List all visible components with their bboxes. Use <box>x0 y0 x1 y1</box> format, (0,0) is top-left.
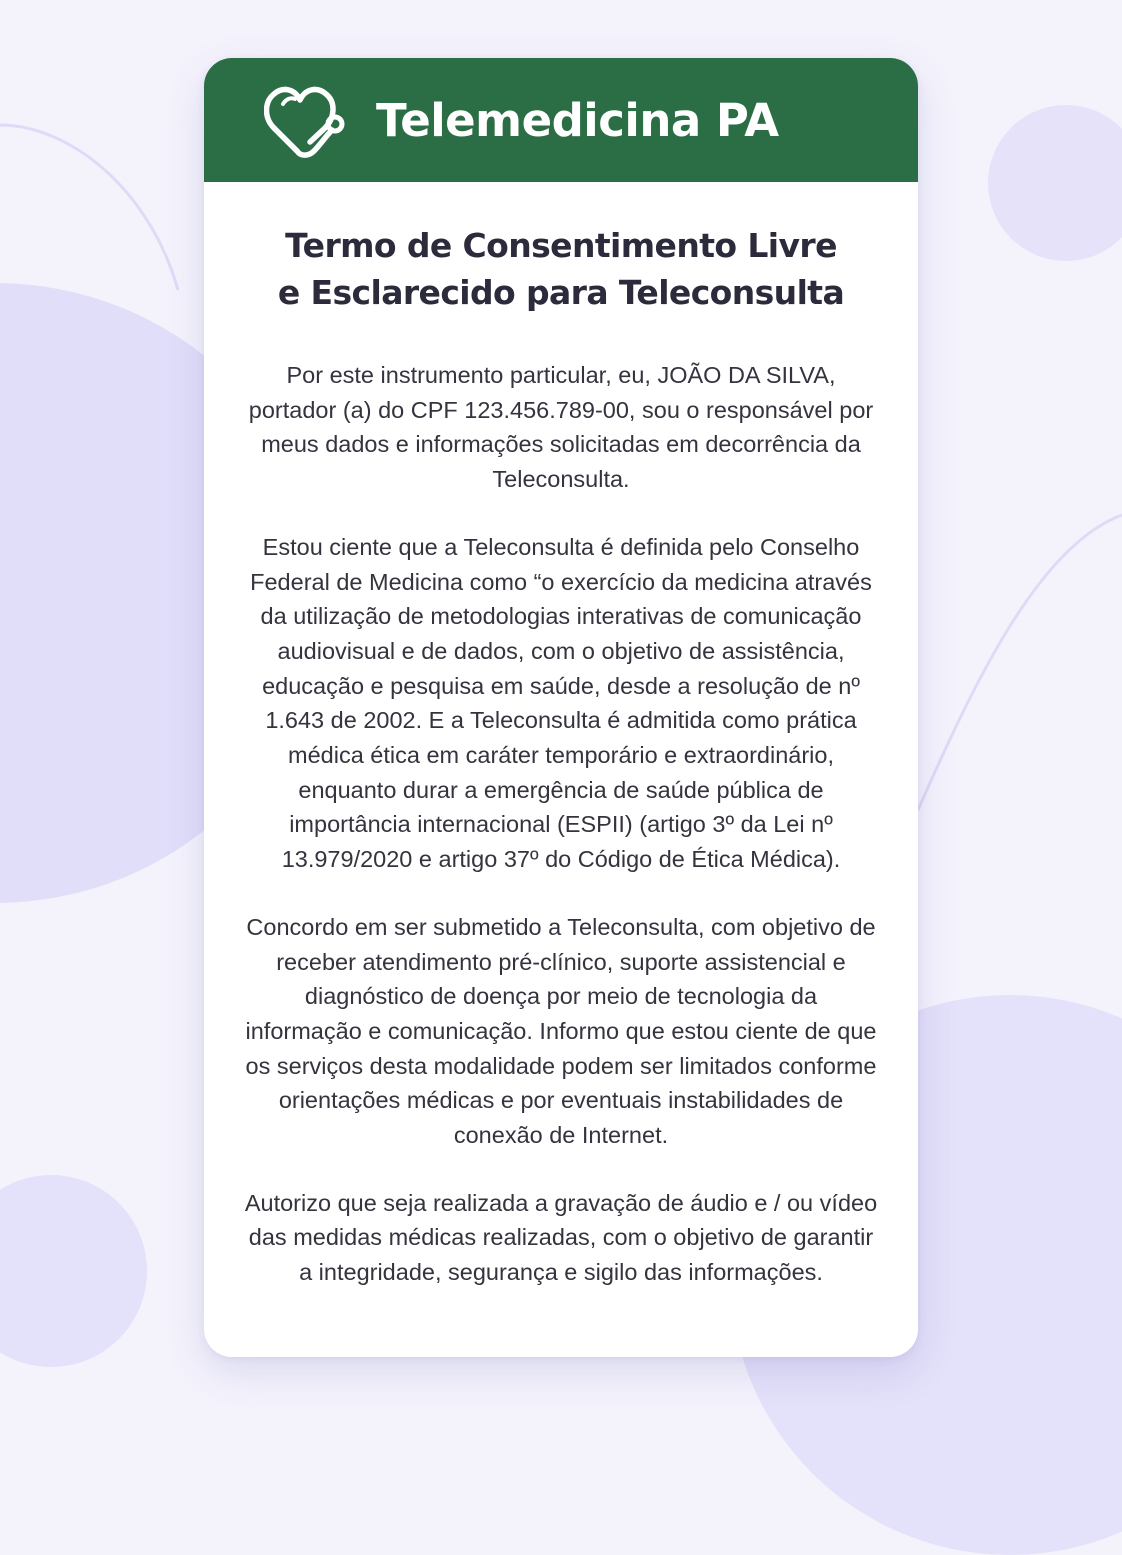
consent-paragraph-agreement: Concordo em ser submetido a Teleconsulta, com objetivo de receber atendimento pré-clínico, suporte assistencial e diagnóstico de doença por meio de tecnologia da informação e comunicação. Informo que estou ciente de que os serviços desta modalidade podem ser limitados conforme orientações médicas e por eventuais instabilidades de conexão de Internet. <box>245 913 877 1149</box>
consent-paragraph-definition: Estou ciente que a Teleconsulta é definida pelo Conselho Federal de Medicina como “o exercício da medicina através da utilização de metodologias interativas de comunicação audiovisual e de dados, com o objetivo de assistência, educação e pesquisa em saúde, desde a resolução de nº 1.643 de 2002. E a Teleconsulta é admitida como prática médica ética em caráter temporário e extraordinário, enquanto durar a emergência de saúde pública de importância internacional (ESPII) (artigo 3º da Lei nº 13.979/2020 e artigo 37º do Código de Ética Médica). <box>250 533 872 873</box>
heart-stethoscope-icon <box>264 78 348 162</box>
document-title-line-2: e Esclarecido para Teleconsulta <box>277 273 845 312</box>
document-content <box>204 182 918 1290</box>
consent-paragraph-identity: Por este instrumento particular, eu, JOÃO DA SILVA, portador (a) do CPF 123.456.789-00, sou o responsável por meus dados e informações solicitadas em decorrência da Teleconsulta. <box>248 362 874 493</box>
consent-paragraph-recording: Autorizo que seja realizada a gravação de áudio e / ou vídeo das medidas médicas realizadas, com o objetivo de garantir a integridade, segurança e sigilo das informações. <box>244 1189 878 1286</box>
consent-card <box>204 58 918 1357</box>
document-title-line-1: Termo de Consentimento Livre <box>285 226 837 265</box>
app-title: Telemedicina PA <box>376 93 779 147</box>
app-header <box>204 58 918 182</box>
document-title <box>244 222 878 316</box>
